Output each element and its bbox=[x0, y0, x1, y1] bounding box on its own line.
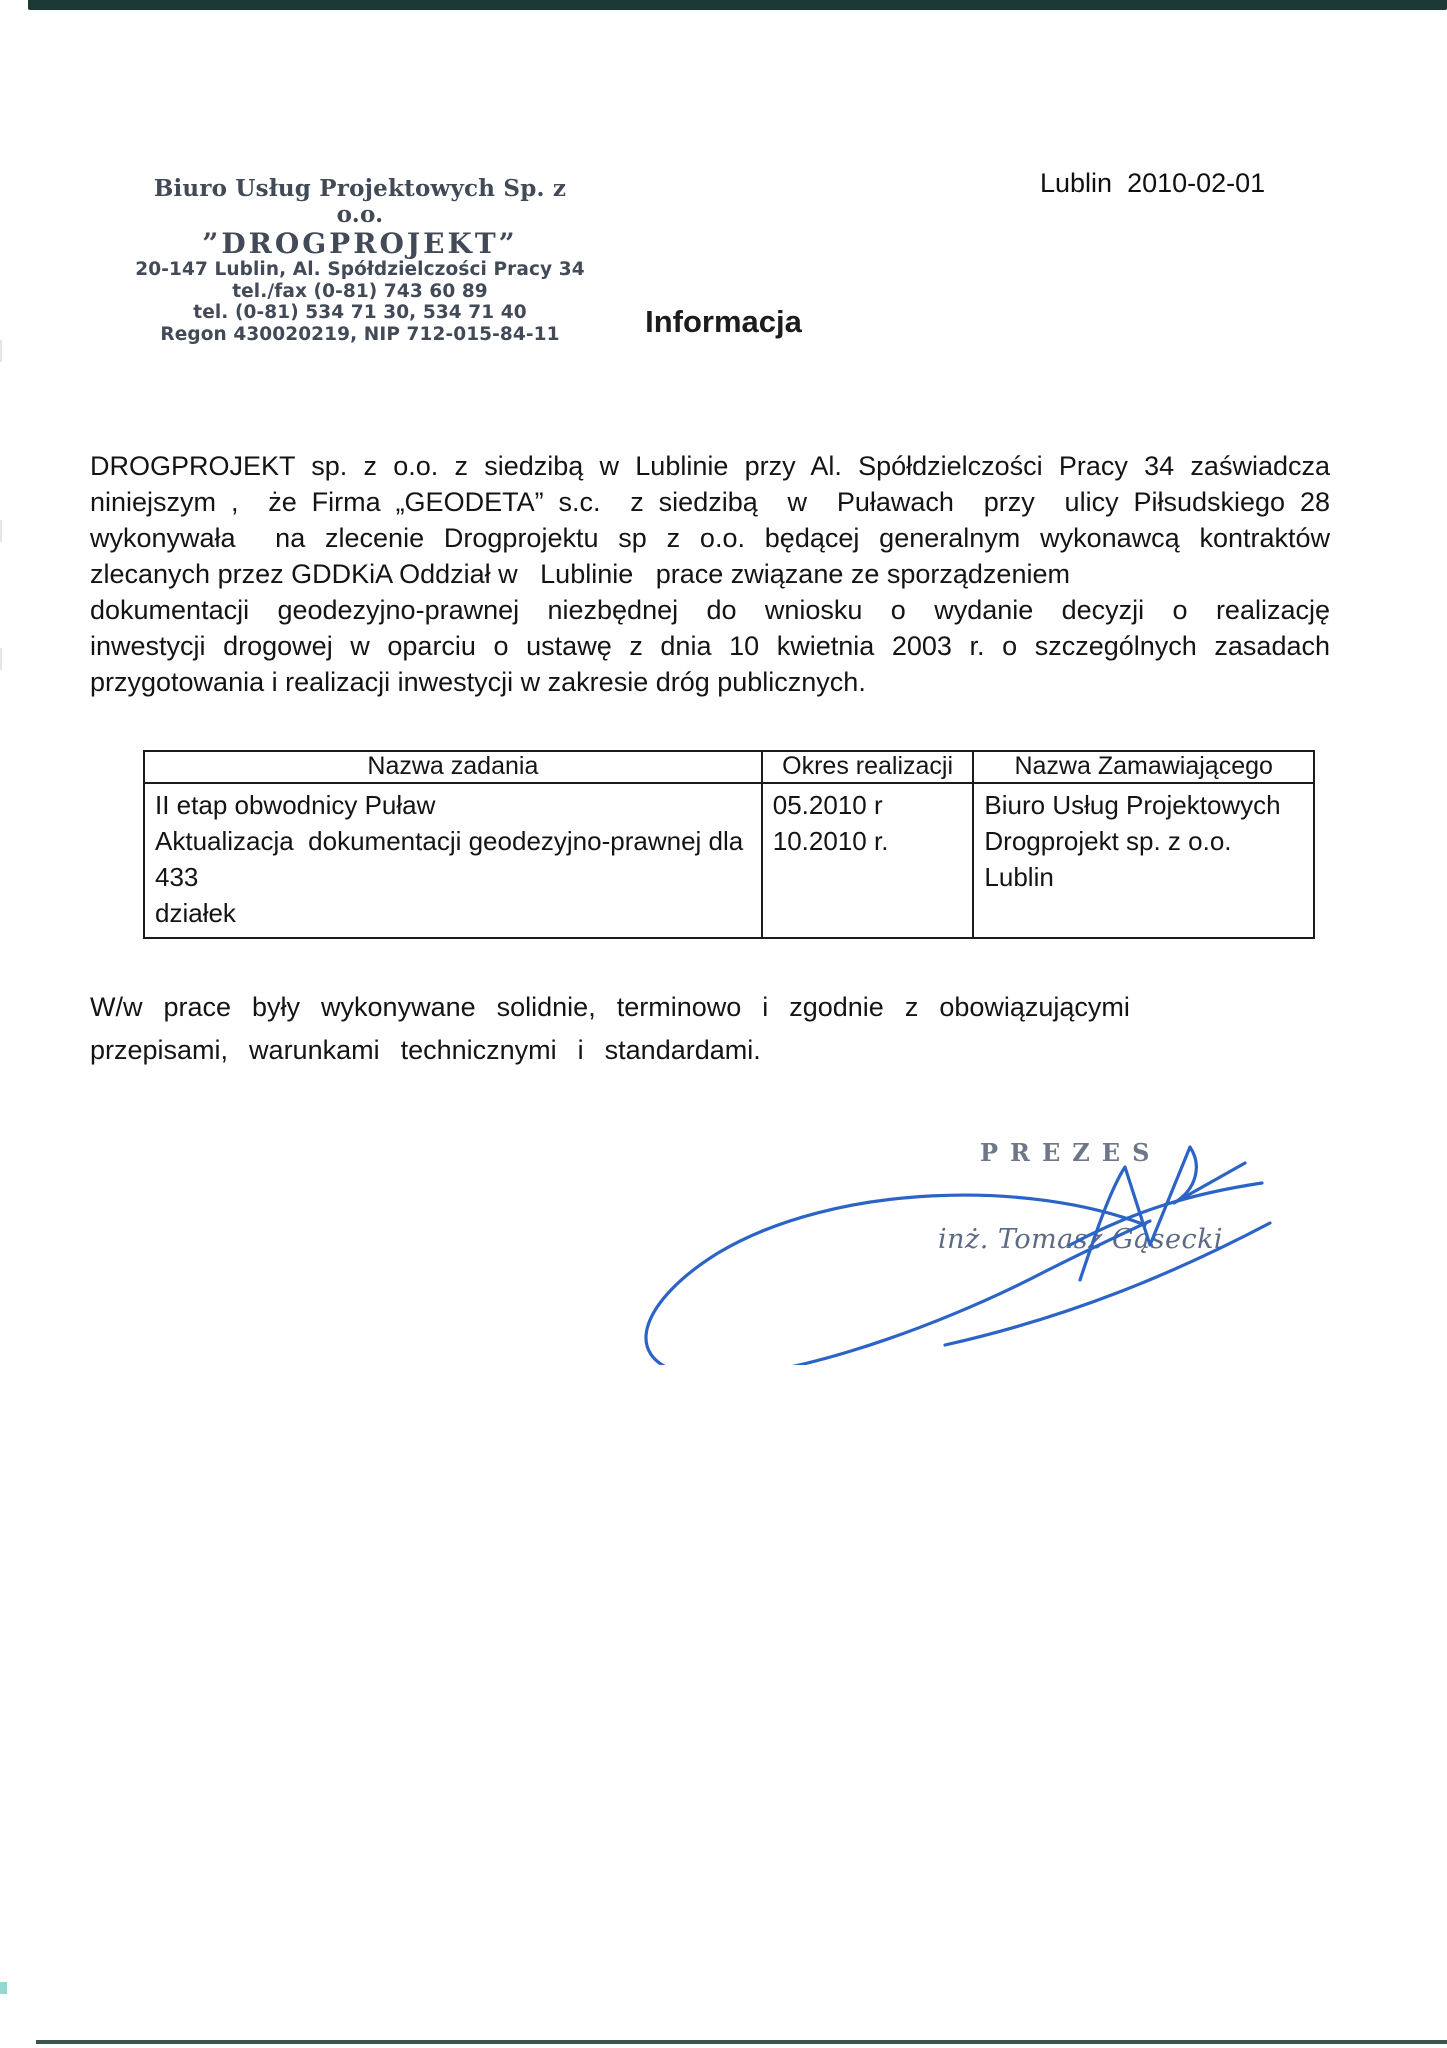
paragraph-line: przygotowania i realizacji inwestycji w zakresie dróg publicznych. bbox=[90, 667, 866, 697]
paragraph-line: DROGPROJEKT sp. z o.o. z siedzibą w Lublinie przy Al. Spółdzielczości Pracy 34 zaświadcza bbox=[90, 451, 1330, 481]
cell-client bbox=[973, 783, 1314, 938]
header-task-name: Nazwa zadania bbox=[144, 751, 762, 783]
signer-name-stamp: inż. Tomasz Gąsecki bbox=[938, 1224, 1224, 1255]
scan-edge-mark bbox=[0, 648, 2, 670]
client-line: Biuro Usług Projektowych bbox=[984, 790, 1281, 820]
cell-task bbox=[144, 783, 762, 938]
header-period: Okres realizacji bbox=[762, 751, 974, 783]
scan-artifact-top-bar bbox=[28, 0, 1447, 10]
client-line: Drogprojekt sp. z o.o. Lublin bbox=[984, 826, 1239, 892]
handwritten-signature-ink bbox=[590, 1095, 1290, 1365]
task-line: Aktualizacja dokumentacji geodezyjno-prawnej dla 433 bbox=[155, 826, 758, 892]
paragraph-line: inwestycji drogowej w oparciu o ustawę z dnia 10 kwietnia 2003 r. o szczególnych zasadach bbox=[90, 631, 1330, 661]
letterhead-regon-nip: Regon 430020219, NIP 712-015-84-11 bbox=[160, 323, 560, 345]
paragraph-line: zlecanych przez GDDKiA Oddział w Lublinie prace związane ze sporządzeniem bbox=[90, 559, 1070, 589]
closing-line: przepisami, warunkami technicznymi i standardami. bbox=[90, 1035, 761, 1065]
task-line: działek bbox=[155, 898, 236, 928]
projects-table-wrapper bbox=[143, 750, 1315, 939]
period-line: 05.2010 r bbox=[772, 790, 883, 820]
paragraph-line: wykonywała na zlecenie Drogprojektu sp z o.o. będącej generalnym wykonawcą kontraktów bbox=[90, 523, 1330, 553]
letterhead-company-name: Biuro Usług Projektowych Sp. z o.o. bbox=[153, 175, 567, 228]
letterhead-address: 20-147 Lublin, Al. Spółdzielczości Pracy 34 bbox=[135, 259, 585, 280]
header-client-name: Nazwa Zamawiającego bbox=[973, 751, 1314, 783]
dateline: Lublin 2010-02-01 bbox=[1040, 168, 1266, 198]
document-title: Informacja bbox=[645, 304, 802, 339]
closing-line: W/w prace były wykonywane solidnie, terminowo i zgodnie z obowiązującymi bbox=[90, 992, 1130, 1022]
role-stamp: PREZES bbox=[980, 1138, 1162, 1167]
letterhead-telfax: tel./fax (0-81) 743 60 89 bbox=[232, 280, 488, 302]
scan-edge-mark bbox=[0, 520, 2, 542]
table-header-row bbox=[144, 751, 1314, 783]
scan-artifact-bottom-bar bbox=[36, 2040, 1447, 2044]
signature-cross-stroke bbox=[1070, 1183, 1262, 1245]
scan-edge-mark bbox=[0, 340, 2, 362]
period-line: 10.2010 r. bbox=[772, 826, 889, 856]
letterhead-tel: tel. (0-81) 534 71 30, 534 71 40 bbox=[193, 302, 527, 323]
table-row bbox=[144, 783, 1314, 938]
main-paragraph bbox=[90, 448, 1330, 700]
projects-table bbox=[143, 750, 1315, 939]
cell-period bbox=[762, 783, 974, 938]
closing-paragraph bbox=[90, 986, 1210, 1072]
scan-artifact-tick bbox=[0, 1982, 7, 1994]
letterhead-brand-name: ”DROGPROJEKT” bbox=[202, 227, 518, 260]
paragraph-line: dokumentacji geodezyjno-prawnej niezbędnej do wniosku o wydanie decyzji o realizację bbox=[90, 595, 1330, 625]
signature-loop-stroke bbox=[646, 1195, 1150, 1365]
paragraph-line: niniejszym , że Firma „GEODETA” s.c. z siedzibą w Puławach przy ulicy Piłsudskiego 28 bbox=[90, 487, 1330, 517]
signature-zigzag-stroke bbox=[1080, 1147, 1245, 1280]
task-line: II etap obwodnicy Puław bbox=[155, 790, 436, 820]
